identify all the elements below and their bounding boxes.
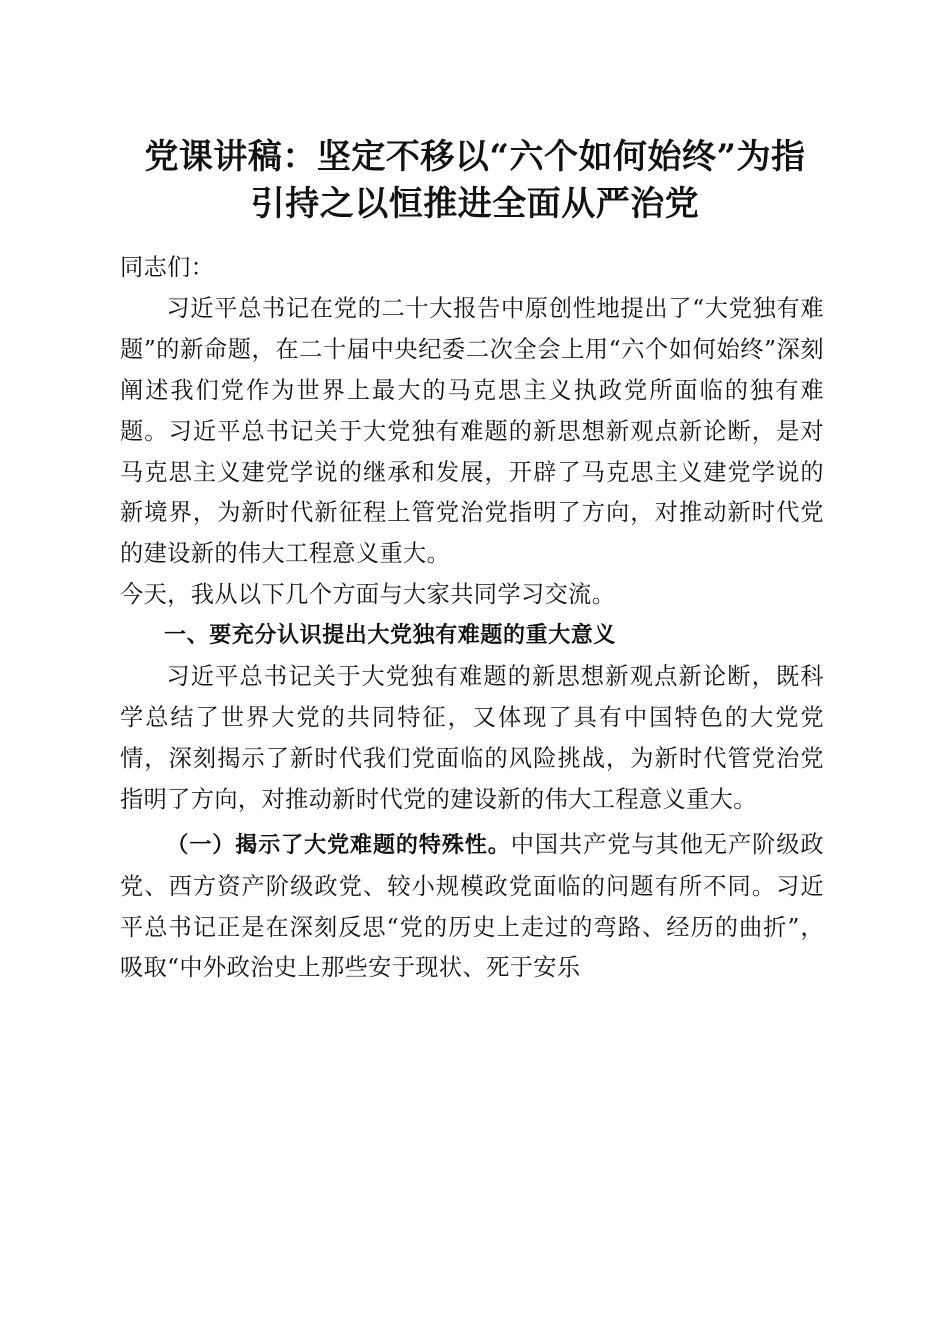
document-body [120, 248, 824, 989]
document-title-line-1: 党课讲稿：坚定不移以“六个如何始终”为指 [144, 137, 806, 177]
salutation: 同志们： [120, 254, 215, 281]
subsection-1-lead: （一）揭示了大党难题的特殊性。 [166, 832, 511, 858]
document-title-line-2: 引持之以恒推进全面从严治党 [250, 184, 700, 224]
intro-paragraph: 习近平总书记在党的二十大报告中原创性地提出了“大党独有难题”的新命题，在二十届中央纪委二次全会上用“六个如何始终”深刻阐述我们党作为世界上最大的马克思主义执政党所面临的独有难题。习近平总书记关于大党独有难题的新思想新观点新论断，是对马克思主义建党学说的继承和发展，开辟了马克思主义建党学说的新境界，为新时代新征程上管党治党指明了方向，对推动新时代党的建设新的伟大工程意义重大。 [120, 294, 824, 568]
document-title [100, 134, 850, 228]
subsection-1-text: 中国共产党与其他无产阶级政党、西方资产阶级政党、较小规模政党面临的问题有所不同。习近平总书记正是在深刻反思“党的历史上走过的弯路、经历的曲折”，吸取“中外政治史上那些安于现状、死于安乐 [120, 830, 824, 982]
subsection-1-paragraph [120, 825, 824, 990]
section-1-heading: 一、要充分认识提出大党独有难题的重大意义 [164, 623, 617, 649]
intro-closing: 今天，我从以下几个方面与大家共同学习交流。 [120, 581, 616, 609]
section-1-paragraph: 习近平总书记关于大党独有难题的新思想新观点新论断，既科学总结了世界大党的共同特征，又体现了具有中国特色的大党党情，深刻揭示了新时代我们党面临的风险挑战，为新时代管党治党指明了方向，对推动新时代党的建设新的伟大工程意义重大。 [120, 663, 824, 813]
